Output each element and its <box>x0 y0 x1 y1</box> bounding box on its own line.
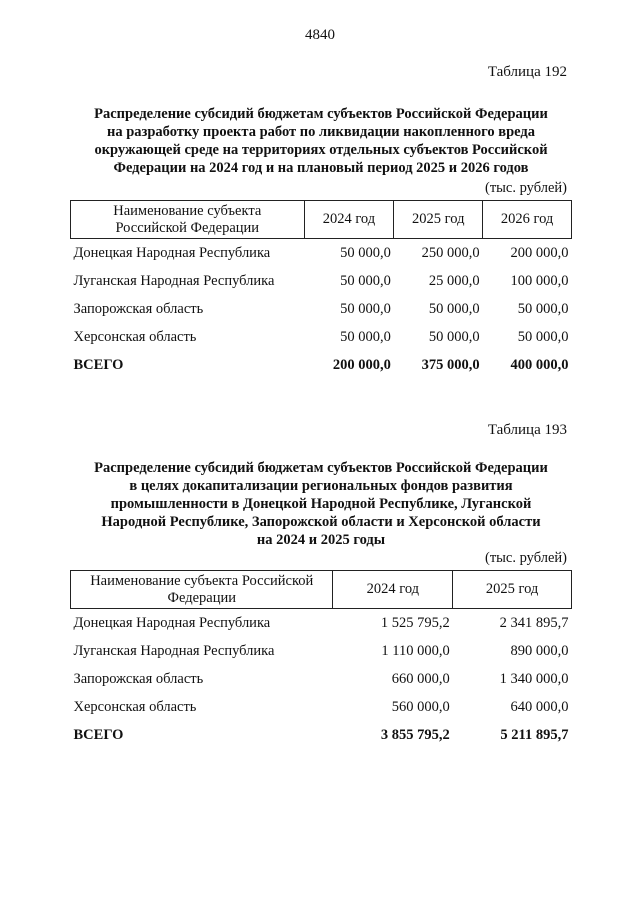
table-192-title <box>70 105 572 177</box>
total-row <box>71 721 572 749</box>
header-line: Наименование субъекта Российской <box>90 572 314 589</box>
title-line: Федерации на 2024 год и на плановый период 2025 и 2026 годов <box>113 160 529 176</box>
table-row <box>71 665 572 693</box>
value-cell: 50 000,0 <box>428 328 480 345</box>
column-header-2024: 2024 год <box>304 201 394 239</box>
value-cell: 1 525 795,2 <box>380 614 450 631</box>
value-cell: 50 000,0 <box>340 300 391 317</box>
column-header-2026: 2026 год <box>483 201 572 239</box>
column-header-name <box>71 201 305 239</box>
table-row <box>71 323 572 351</box>
header-line: Наименование субъекта <box>113 202 262 219</box>
region-name: Запорожская область <box>73 670 204 687</box>
title-line: на разработку проекта работ по ликвидации накопленного вреда <box>106 124 536 140</box>
total-label: ВСЕГО <box>73 356 124 373</box>
value-cell: 890 000,0 <box>510 642 569 659</box>
title-line: на 2024 и 2025 годы <box>256 532 386 548</box>
table-row <box>71 609 572 638</box>
column-header-name <box>71 571 333 609</box>
header-line: Российской Федерации <box>115 219 260 236</box>
table-row <box>71 239 572 268</box>
title-line: Распределение субсидий бюджетам субъектов Российской Федерации <box>94 106 548 122</box>
value-cell: 250 000,0 <box>421 244 480 261</box>
value-cell: 640 000,0 <box>510 698 569 715</box>
table-192-units: (тыс. рублей) <box>485 180 567 196</box>
value-cell: 660 000,0 <box>391 670 450 687</box>
value-cell: 1 340 000,0 <box>499 670 569 687</box>
total-row <box>71 351 572 379</box>
table-193-label: Таблица 193 <box>487 422 567 438</box>
column-header-2025: 2025 год <box>453 571 572 609</box>
title-line: окружающей среде на территориях отдельных субъектов Российской <box>94 142 548 158</box>
value-cell: 50 000,0 <box>340 272 391 289</box>
header-line: Федерации <box>167 589 236 606</box>
region-name: Херсонская область <box>73 698 197 715</box>
region-name: Луганская Народная Республика <box>73 642 275 659</box>
value-cell: 50 000,0 <box>340 244 391 261</box>
column-header-2024: 2024 год <box>333 571 453 609</box>
table-header-row <box>71 571 572 609</box>
value-cell: 1 110 000,0 <box>381 642 450 659</box>
table-192 <box>70 200 572 379</box>
value-cell: 50 000,0 <box>340 328 391 345</box>
total-value: 375 000,0 <box>421 356 480 373</box>
title-line: Народной Республике, Запорожской области и Херсонской области <box>101 514 541 530</box>
table-193-units: (тыс. рублей) <box>485 550 567 566</box>
total-value: 200 000,0 <box>332 356 391 373</box>
value-cell: 200 000,0 <box>510 244 569 261</box>
title-line: Распределение субсидий бюджетам субъектов Российской Федерации <box>94 460 548 476</box>
value-cell: 560 000,0 <box>391 698 450 715</box>
column-header-2025: 2025 год <box>394 201 483 239</box>
page-number: 4840 <box>305 27 335 43</box>
table-row <box>71 267 572 295</box>
total-value: 3 855 795,2 <box>380 726 450 743</box>
value-cell: 50 000,0 <box>517 328 569 345</box>
table-row <box>71 295 572 323</box>
table-row <box>71 637 572 665</box>
title-line: промышленности в Донецкой Народной Республике, Луганской <box>110 496 532 512</box>
title-line: в целях докапитализации региональных фондов развития <box>129 478 513 494</box>
total-value: 400 000,0 <box>510 356 569 373</box>
table-193 <box>70 570 572 749</box>
region-name: Херсонская область <box>73 328 197 345</box>
value-cell: 2 341 895,7 <box>499 614 569 631</box>
value-cell: 50 000,0 <box>517 300 569 317</box>
table-192-label: Таблица 192 <box>487 64 567 80</box>
region-name: Запорожская область <box>73 300 204 317</box>
region-name: Донецкая Народная Республика <box>73 614 271 631</box>
region-name: Луганская Народная Республика <box>73 272 275 289</box>
table-row <box>71 693 572 721</box>
table-header-row <box>71 201 572 239</box>
total-label: ВСЕГО <box>73 726 124 743</box>
table-193-title <box>70 459 572 549</box>
value-cell: 25 000,0 <box>428 272 480 289</box>
value-cell: 100 000,0 <box>510 272 569 289</box>
total-value: 5 211 895,7 <box>500 726 569 743</box>
region-name: Донецкая Народная Республика <box>73 244 271 261</box>
value-cell: 50 000,0 <box>428 300 480 317</box>
